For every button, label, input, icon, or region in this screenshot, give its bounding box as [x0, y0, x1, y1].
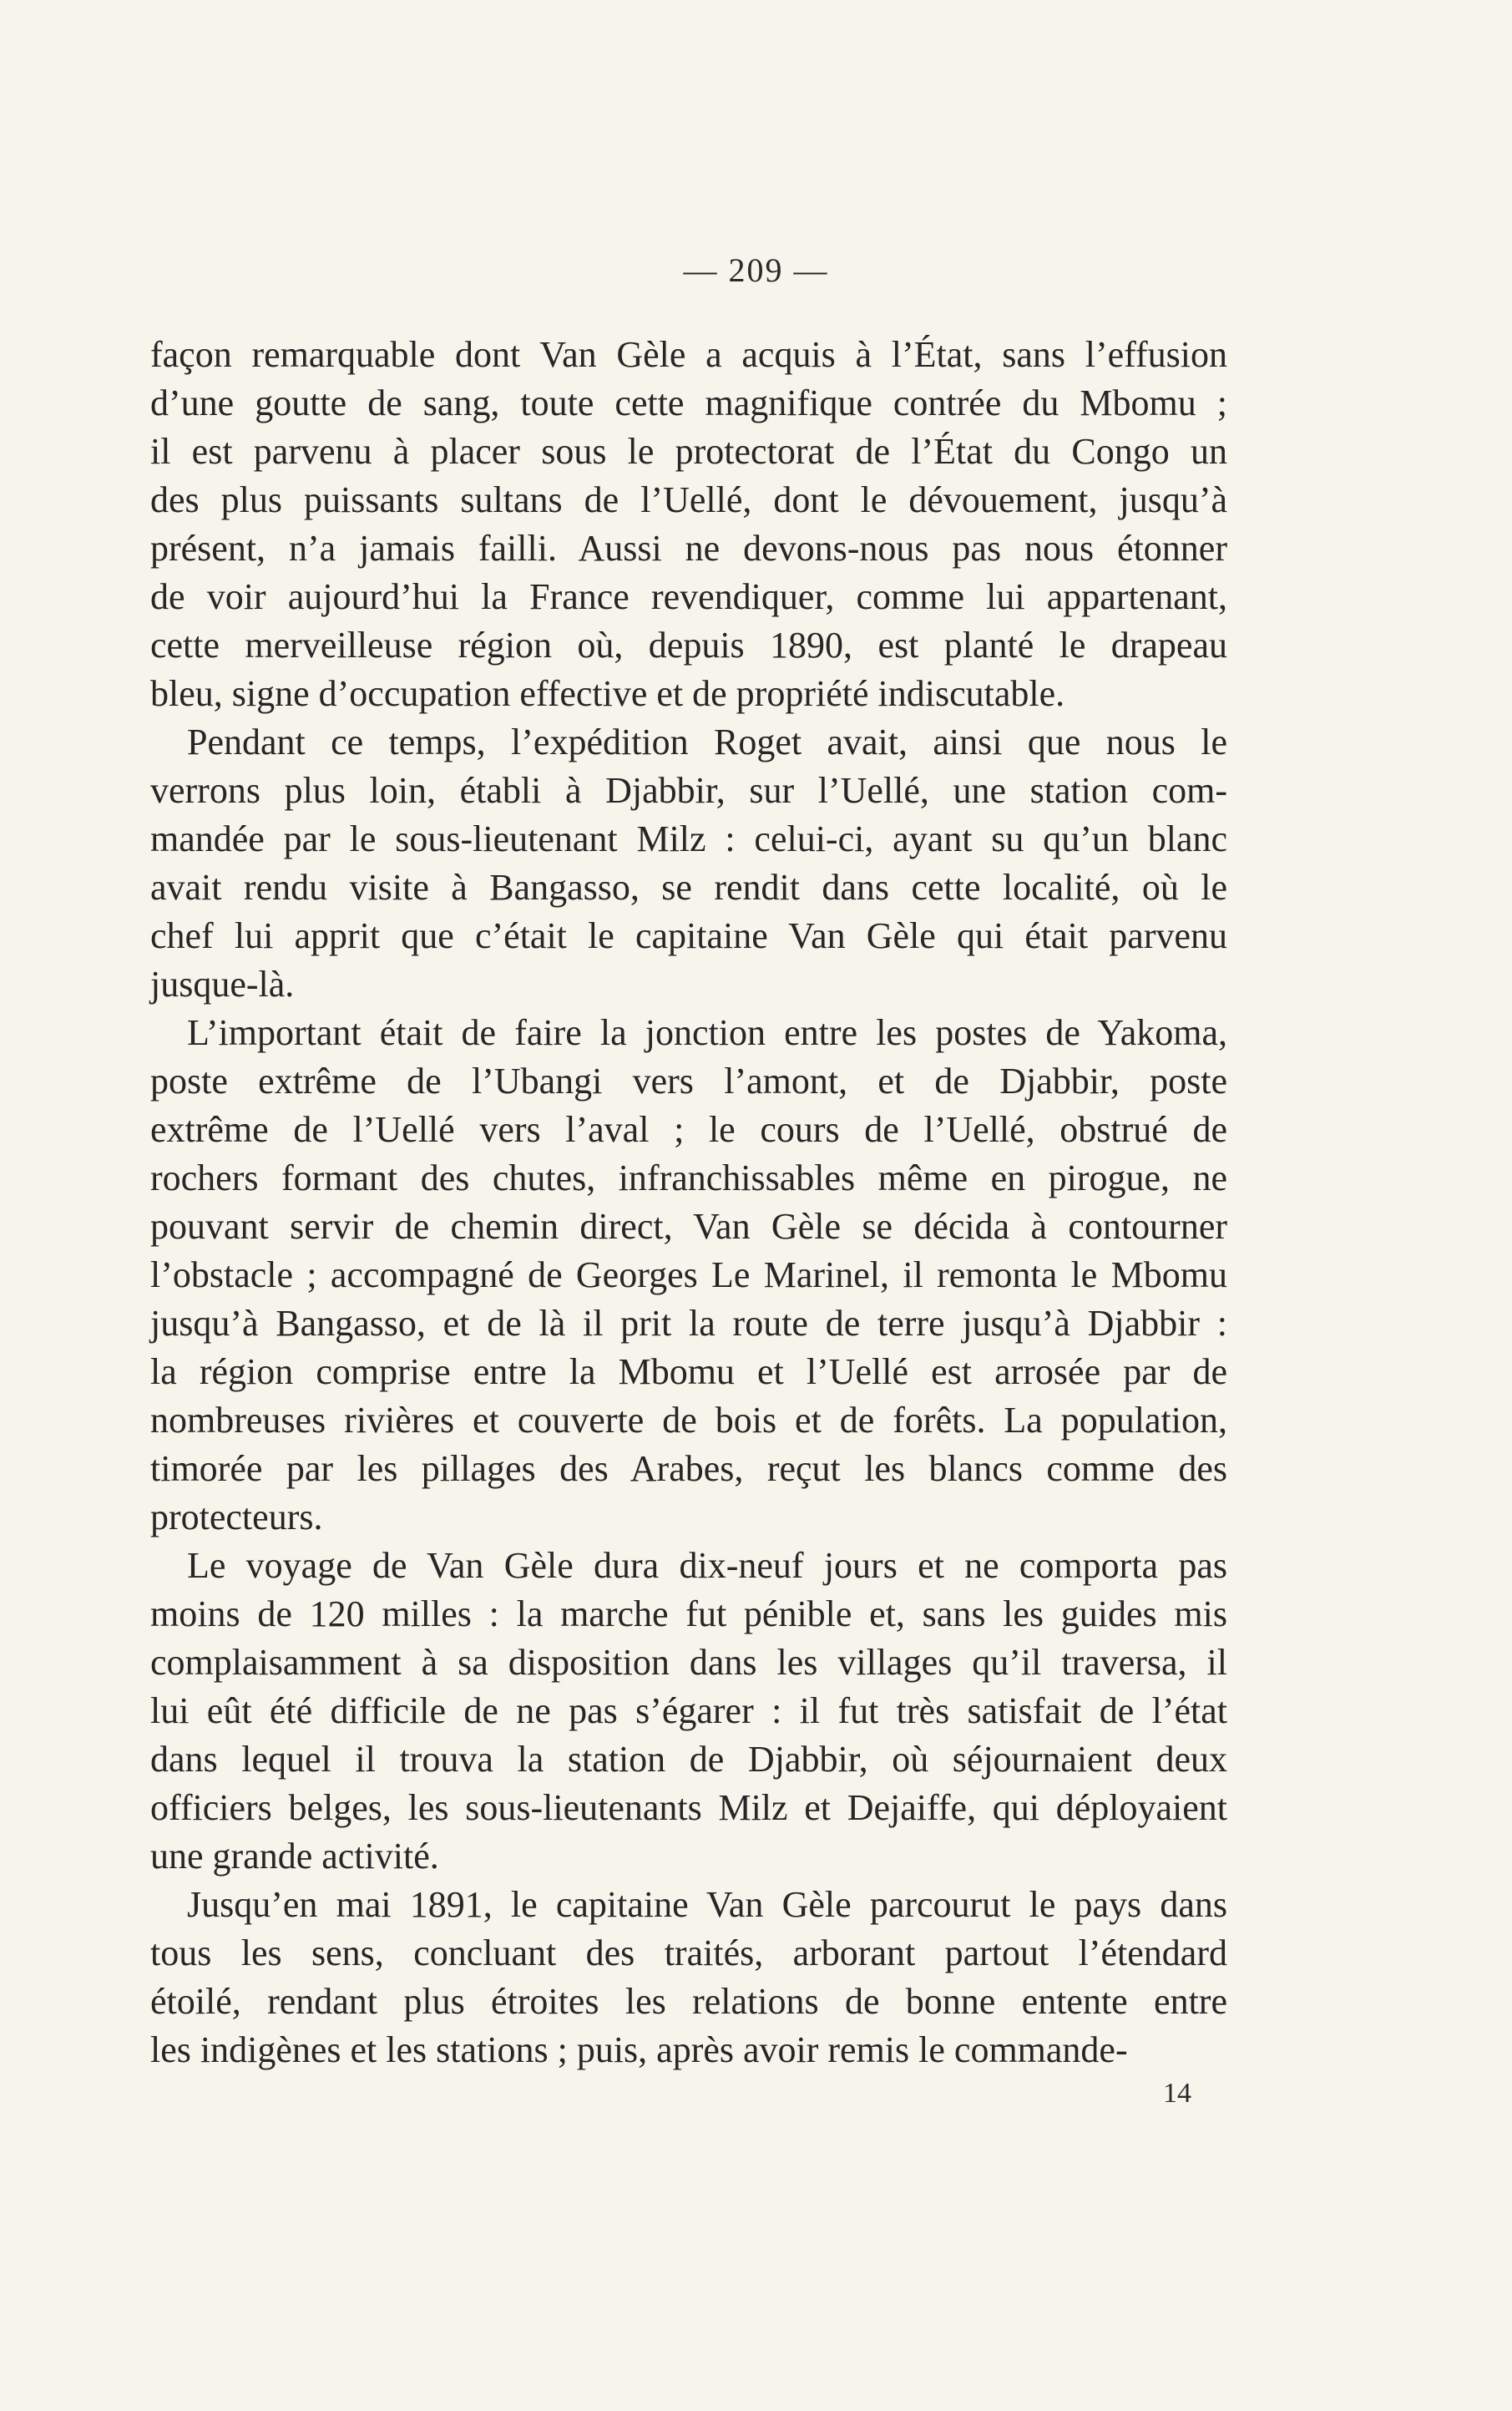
text-line: timorée par les pillages des Arabes, reçut les blancs comme des	[150, 1448, 1227, 1489]
text-line: jusque-là.	[150, 964, 295, 1005]
text-line: chef lui apprit que c’était le capitaine Van Gèle qui était parvenu	[150, 915, 1227, 956]
text-line: poste extrême de l’Ubangi vers l’amont, et de Djabbir, poste	[150, 1061, 1227, 1102]
text-line: jusqu’à Bangasso, et de là il prit la route de terre jusqu’à Djabbir :	[150, 1303, 1227, 1344]
signature-mark: 14	[1163, 2078, 1191, 2109]
text-line: moins de 120 milles : la marche fut pénible et, sans les guides mis	[150, 1593, 1227, 1634]
text-line: dans lequel il trouva la station de Djabbir, où séjournaient deux	[150, 1739, 1227, 1780]
page-number-header: — 209 —	[683, 251, 829, 289]
text-line: cette merveilleuse région où, depuis 1890, est planté le drapeau	[150, 625, 1227, 666]
text-line: il est parvenu à placer sous le protectorat de l’État du Congo un	[150, 431, 1227, 472]
text-line: Pendant ce temps, l’expédition Roget avait, ainsi que nous le	[187, 722, 1227, 762]
text-line: d’une goutte de sang, toute cette magnifique contrée du Mbomu ;	[150, 382, 1227, 423]
text-line: mandée par le sous-lieutenant Milz : celui-ci, ayant su qu’un blanc	[150, 818, 1227, 859]
text-line: officiers belges, les sous-lieutenants Milz et Dejaiffe, qui déployaient	[150, 1787, 1227, 1828]
text-line: étoilé, rendant plus étroites les relations de bonne entente entre	[150, 1981, 1227, 2022]
paragraph	[150, 718, 1227, 1009]
paragraph	[150, 1881, 1227, 2074]
text-line: l’obstacle ; accompagné de Georges Le Marinel, il remonta le Mbomu	[150, 1254, 1227, 1295]
paragraph	[150, 331, 1227, 718]
text-line: Jusqu’en mai 1891, le capitaine Van Gèle parcourut le pays dans	[187, 1884, 1227, 1925]
text-line: des plus puissants sultans de l’Uellé, dont le dévouement, jusqu’à	[150, 479, 1227, 520]
text-line: pouvant servir de chemin direct, Van Gèle se décida à contourner	[150, 1206, 1227, 1247]
body-text	[150, 331, 1227, 2074]
text-line: Le voyage de Van Gèle dura dix-neuf jours et ne comporta pas	[187, 1545, 1227, 1586]
text-line: bleu, signe d’occupation effective et de propriété indiscutable.	[150, 673, 1065, 714]
text-line: façon remarquable dont Van Gèle a acquis à l’État, sans l’effusion	[150, 334, 1227, 375]
text-line: L’important était de faire la jonction entre les postes de Yakoma,	[187, 1012, 1227, 1053]
text-line: une grande activité.	[150, 1836, 439, 1877]
text-line: protecteurs.	[150, 1497, 323, 1537]
paragraph	[150, 1542, 1227, 1881]
text-line: la région comprise entre la Mbomu et l’Uellé est arrosée par de	[150, 1351, 1227, 1392]
text-line: avait rendu visite à Bangasso, se rendit dans cette localité, où le	[150, 867, 1227, 908]
text-line: de voir aujourd’hui la France revendiquer, comme lui appartenant,	[150, 576, 1227, 617]
paragraph	[150, 1009, 1227, 1542]
text-line: lui eût été difficile de ne pas s’égarer : il fut très satisfait de l’état	[150, 1690, 1227, 1731]
text-line: verrons plus loin, établi à Djabbir, sur l’Uellé, une station com-	[150, 770, 1227, 811]
text-line: complaisamment à sa disposition dans les villages qu’il traversa, il	[150, 1642, 1227, 1683]
text-line: nombreuses rivières et couverte de bois et de forêts. La population,	[150, 1400, 1227, 1441]
text-line: présent, n’a jamais failli. Aussi ne devons-nous pas nous étonner	[150, 528, 1227, 569]
text-line: les indigènes et les stations ; puis, après avoir remis le commande-	[150, 2029, 1128, 2070]
text-line: rochers formant des chutes, infranchissables même en pirogue, ne	[150, 1157, 1227, 1198]
text-line: tous les sens, concluant des traités, arborant partout l’étendard	[150, 1932, 1227, 1973]
text-line: extrême de l’Uellé vers l’aval ; le cours de l’Uellé, obstrué de	[150, 1109, 1227, 1150]
